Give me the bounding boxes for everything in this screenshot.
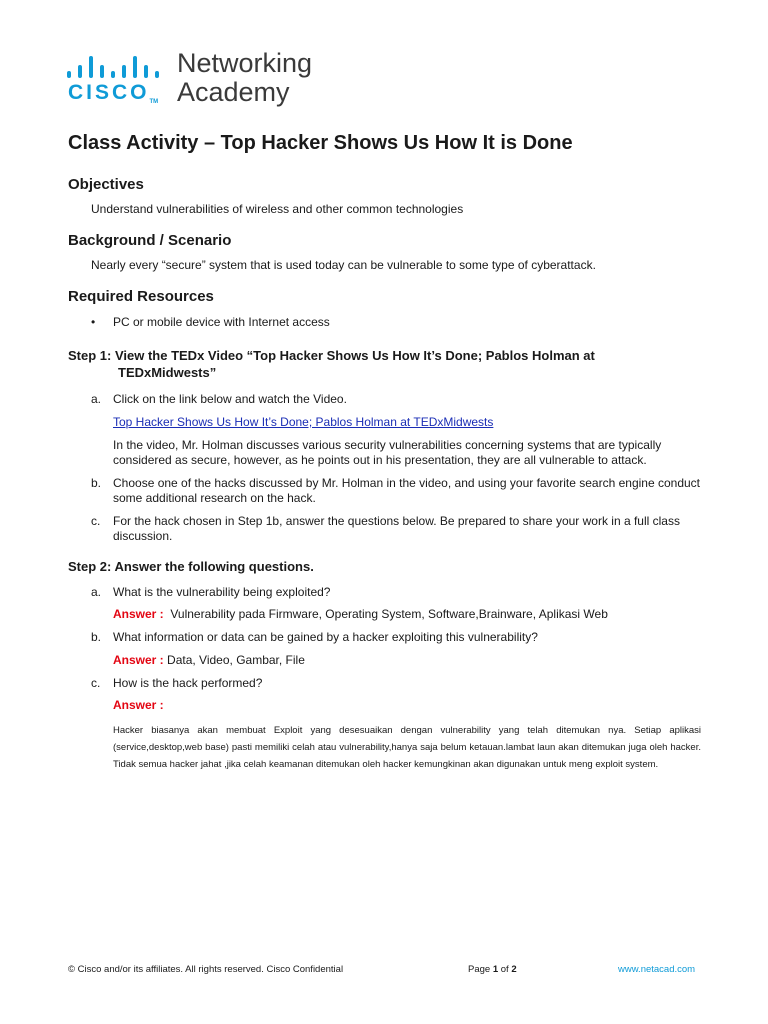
answer-a-label: Answer : bbox=[113, 607, 164, 621]
background-heading: Background / Scenario bbox=[68, 232, 232, 249]
cisco-networking-academy-logo bbox=[67, 48, 327, 108]
netacad-link[interactable]: www.netacad.com bbox=[618, 964, 696, 975]
logo-line-academy: Academy bbox=[177, 77, 290, 107]
step2-heading: Step 2: Answer the following questions. bbox=[68, 559, 314, 574]
step1-a-marker: a. bbox=[91, 392, 102, 406]
footer-page-number bbox=[468, 964, 517, 975]
logo-text bbox=[177, 49, 312, 107]
step1-a-text: Click on the link below and watch the Video. bbox=[113, 392, 347, 406]
question-c: How is the hack performed? bbox=[113, 676, 263, 690]
answer-a-text: Vulnerability pada Firmware, Operating System, Software,Brainware, Aplikasi Web bbox=[170, 607, 608, 621]
background-text: Nearly every “secure” system that is used today can be vulnerable to some type of cyberattack. bbox=[91, 258, 596, 272]
question-a: What is the vulnerability being exploited? bbox=[113, 585, 331, 599]
step1-heading-line1: Step 1: View the TEDx Video “Top Hacker Shows Us How It’s Done; Pablos Holman at bbox=[68, 348, 595, 363]
answer-b-text: Data, Video, Gambar, File bbox=[167, 653, 305, 667]
page-total: 2 bbox=[511, 964, 517, 975]
answer-b-label: Answer : bbox=[113, 653, 164, 667]
step1-c-text: For the hack chosen in Step 1b, answer the questions below. Be prepared to share your work in a full class discussion. bbox=[113, 514, 680, 543]
answer-b bbox=[113, 653, 305, 668]
logo-line-networking: Networking bbox=[177, 48, 313, 78]
footer-site bbox=[618, 964, 695, 975]
step1-b-marker: b. bbox=[91, 476, 102, 490]
page-of: of bbox=[500, 964, 509, 975]
page-current: 1 bbox=[492, 964, 499, 975]
step2-b-marker: b. bbox=[91, 630, 102, 644]
answer-c-text: Hacker biasanya akan membuat Exploit yang desesuaikan dengan vulnerability yang telah ditemukan nya. Setiap aplikasi (service,desktop,web base) pasti memiliki celah atau vulnerability,hanya saja belum ketauan.lambat laun akan ditemukan juga oleh hacker. Tidak semua hacker jahat ,jika celah keamanan ditemukan oleh hacker kemungkinan akan digunakan untuk meng exploit system. bbox=[113, 725, 701, 770]
resources-heading: Required Resources bbox=[68, 288, 214, 305]
footer-copyright bbox=[68, 964, 343, 975]
ted-video-link[interactable]: Top Hacker Shows Us How It’s Done; Pablos Holman at TEDxMidwests bbox=[113, 415, 494, 429]
page-title: Class Activity – Top Hacker Shows Us How It is Done bbox=[68, 132, 573, 154]
step1-heading-line2: TEDxMidwests” bbox=[118, 365, 217, 380]
answer-c-label-text: Answer : bbox=[113, 698, 164, 712]
objectives-heading: Objectives bbox=[68, 176, 144, 193]
step2-a-marker: a. bbox=[91, 585, 102, 599]
question-b: What information or data can be gained by a hacker exploiting this vulnerability? bbox=[113, 630, 538, 644]
step1-b-text: Choose one of the hacks discussed by Mr. Holman in the video, and using your favorite search engine conduct some additional research on the hack. bbox=[113, 476, 701, 505]
step1-a-detail: In the video, Mr. Holman discusses various security vulnerabilities concerning systems that are typically considered as secure, however, as he points out in his presentation, they are all vulnerable to attack. bbox=[113, 438, 662, 467]
answer-a bbox=[113, 607, 608, 622]
step2-c-marker: c. bbox=[91, 676, 101, 690]
step1-c-marker: c. bbox=[91, 514, 101, 528]
objectives-text: Understand vulnerabilities of wireless and other common technologies bbox=[91, 202, 464, 216]
answer-c-label bbox=[113, 698, 164, 713]
copyright-icon: © bbox=[68, 964, 75, 975]
cisco-wordmark: CISCOTM bbox=[68, 81, 159, 105]
resource-item: PC or mobile device with Internet access bbox=[113, 315, 330, 329]
page-label: Page bbox=[468, 964, 491, 975]
copyright-text: Cisco and/or its affiliates. All rights reserved. Cisco Confidential bbox=[77, 964, 344, 975]
bullet-icon: • bbox=[91, 315, 96, 329]
cisco-bars-icon bbox=[67, 56, 167, 78]
step1-heading bbox=[68, 347, 595, 381]
